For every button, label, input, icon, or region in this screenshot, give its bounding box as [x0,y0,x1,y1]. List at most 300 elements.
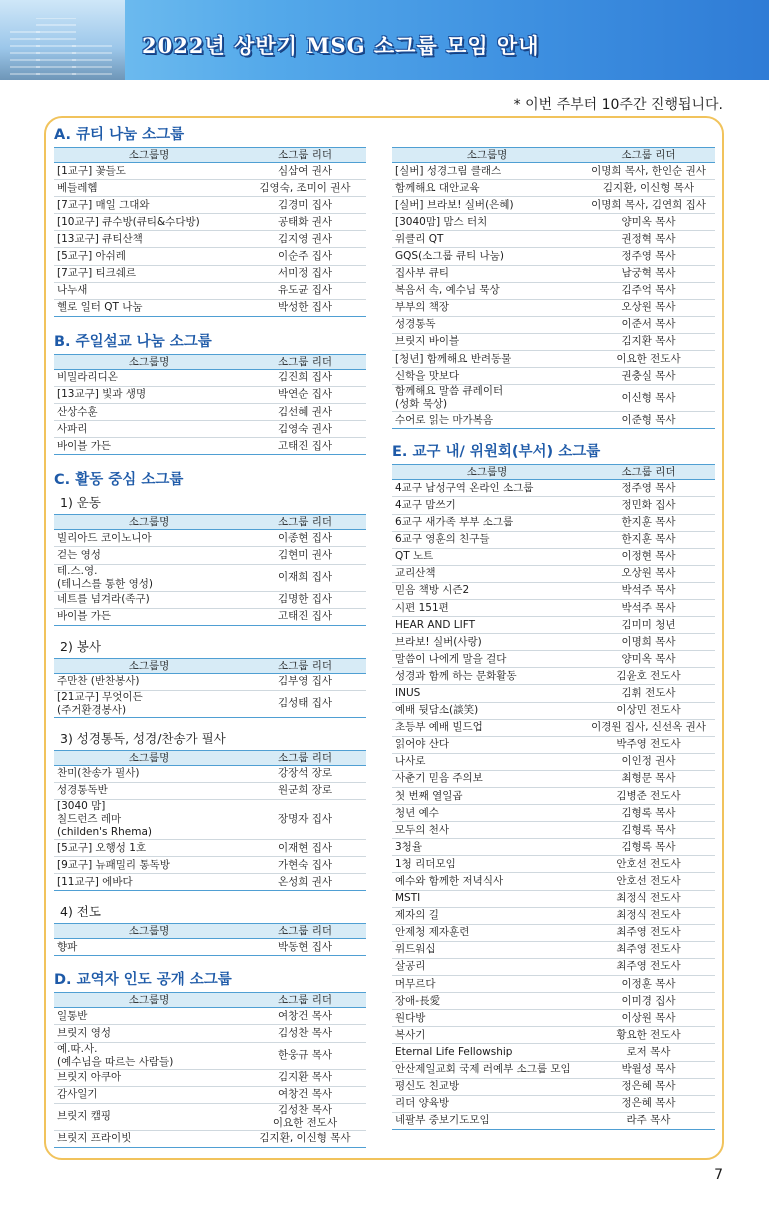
table-row [54,765,366,782]
group-leader: 이명희 목사, 김연희 집사 [582,197,715,214]
group-name: 리더 양육방 [392,1095,582,1112]
group-leader: 오상원 목사 [582,565,715,582]
table-header-row [54,658,366,673]
group-name [392,385,582,412]
group-name: 브릿지 아쿠아 [54,1069,244,1086]
table-row [392,385,715,412]
group-name [54,799,244,839]
table-row [54,163,366,180]
group-leader: 이인정 권사 [582,753,715,770]
table-row [392,1061,715,1078]
table-row [392,788,715,805]
group-leader: 이상민 전도사 [582,702,715,719]
group-name: 사춘기 믿음 주의보 [392,770,582,787]
column-header-name: 소그룹명 [54,993,244,1008]
table-row [392,497,715,514]
table-row [54,782,366,799]
table-row [392,736,715,753]
group-name: 원다방 [392,1010,582,1027]
group-name: 4교구 맘쓰기 [392,497,582,514]
church-building-photo [0,0,125,80]
group-name-line: (테니스를 통한 영성) [57,577,154,590]
group-table [392,147,715,429]
group-name: [7교구] 매일 그대와 [54,197,244,214]
table-c-bible-reading [54,750,366,891]
table-row [54,265,366,282]
group-name: 모두의 천사 [392,822,582,839]
table-row [54,282,366,299]
table-row [392,412,715,429]
group-leader: 김형록 목사 [582,839,715,856]
group-leader: 정은혜 목사 [582,1078,715,1095]
group-leader: 김부영 집사 [244,673,366,690]
group-leader: 박성한 집사 [244,299,366,316]
table-row [392,1010,715,1027]
table-b [54,354,366,455]
section-title-d: D. 교역자 인도 공개 소그룹 [54,972,232,989]
group-name: [13교구] 큐티산책 [54,231,244,248]
table-c-exercise [54,514,366,625]
left-column [54,123,366,1148]
table-row [392,316,715,333]
column-header-leader: 소그룹 리더 [244,148,366,163]
group-name: [7교구] 티크쉐르 [54,265,244,282]
table-a [54,147,366,317]
group-leader: 김현미 권사 [244,547,366,564]
table-row [392,265,715,282]
section-title-a: A. 큐티 나눔 소그룹 [54,127,185,143]
group-name: 머무르다 [392,976,582,993]
group-name: 베들레헴 [54,180,244,197]
group-leader: 강장석 장로 [244,765,366,782]
group-name: 산상수훈 [54,404,244,421]
group-leader: 고태진 집사 [244,608,366,625]
group-name [54,1042,244,1069]
group-name: [실버] 브라보! 실버(은혜) [392,197,582,214]
group-name: Eternal Life Fellowship [392,1044,582,1061]
group-leader: 김선혜 권사 [244,404,366,421]
table-row [392,582,715,599]
table-row [392,1044,715,1061]
group-name: 사파리 [54,421,244,438]
table-row [392,617,715,634]
group-leader: 안호선 전도사 [582,873,715,890]
table-row [54,386,366,403]
right-column [392,123,715,1130]
group-name: 성경통독반 [54,782,244,799]
group-name: 말씀이 나에게 말을 걸다 [392,651,582,668]
group-leader: 김병준 전도사 [582,788,715,805]
table-header-row [54,515,366,530]
table-row [54,1008,366,1025]
table-row [54,1042,366,1069]
group-name: 시편 151편 [392,599,582,616]
group-leader: 박월성 목사 [582,1061,715,1078]
table-row [392,214,715,231]
group-name: 헬로 일터 QT 나눔 [54,299,244,316]
group-leader: 장명자 집사 [244,799,366,839]
group-name-line: 함께해요 말씀 큐레이터 [395,385,504,398]
group-name: 찬미(찬송가 필사) [54,765,244,782]
group-name: 브릿지 캠핑 [54,1103,244,1130]
group-table [54,147,366,317]
group-leader: 김휘 전도사 [582,685,715,702]
group-leader-line: 이요한 전도사 [272,1116,338,1129]
table-row [54,839,366,856]
group-name: 첫 번째 열일곱 [392,788,582,805]
group-leader: 양미옥 목사 [582,651,715,668]
table-row [392,1078,715,1095]
group-leader: 김경미 집사 [244,197,366,214]
group-leader: 고태진 집사 [244,438,366,455]
table-row [392,197,715,214]
group-name: 비밀라리디온 [54,369,244,386]
column-header-leader: 소그룹 리더 [244,354,366,369]
table-row [392,941,715,958]
group-name: 감사일기 [54,1086,244,1103]
table-row [392,805,715,822]
group-leader: 한지훈 목사 [582,531,715,548]
table-row [392,770,715,787]
table-header-row [54,924,366,939]
table-row [392,1095,715,1112]
building-shape [36,18,76,80]
group-name [54,564,244,591]
group-leader: 김미미 청년 [582,617,715,634]
table-row [392,368,715,385]
group-name: [9교구] 뉴패밀리 통독방 [54,857,244,874]
group-name: GQS(소그룹 큐티 나눔) [392,248,582,265]
column-header-leader: 소그룹 리더 [244,924,366,939]
group-leader: 정주영 목사 [582,480,715,497]
group-name: 향파 [54,939,244,956]
group-name: 브라보! 실버(사랑) [392,634,582,651]
building-shape [72,40,112,80]
group-name: 6교구 영훈의 친구들 [392,531,582,548]
group-leader [244,1103,366,1130]
table-row [54,421,366,438]
group-name: 교리산책 [392,565,582,582]
group-name: 4교구 남성구역 온라인 소그룹 [392,480,582,497]
table-row [54,1086,366,1103]
column-header-leader: 소그룹 리더 [244,515,366,530]
group-leader: 김주억 목사 [582,282,715,299]
group-name: [5교구] 아쉬레 [54,248,244,265]
group-name: [3040맘] 맘스 터치 [392,214,582,231]
group-leader: 로저 목사 [582,1044,715,1061]
group-leader: 권충실 목사 [582,368,715,385]
group-leader: 이정훈 목사 [582,976,715,993]
group-name: 브릿지 프라이빗 [54,1130,244,1147]
group-name: QT 노트 [392,548,582,565]
group-name: 장애-長愛 [392,993,582,1010]
group-leader: 박연순 집사 [244,386,366,403]
group-leader: 박동현 집사 [244,939,366,956]
group-name-line: (예수님을 따르는 사람들) [57,1055,174,1068]
group-leader: 라주 목사 [582,1112,715,1129]
group-leader: 오상원 목사 [582,299,715,316]
table-row [392,668,715,685]
table-row [54,197,366,214]
group-leader: 김명한 집사 [244,591,366,608]
group-leader: 김형록 목사 [582,805,715,822]
group-name: 예배 뒷담소(談笑) [392,702,582,719]
table-header-row [54,993,366,1008]
column-header-leader: 소그룹 리더 [582,465,715,480]
group-leader: 김윤호 전도사 [582,668,715,685]
table-row [54,690,366,717]
group-leader: 이명희 목사 [582,634,715,651]
group-name: 바이블 가든 [54,438,244,455]
group-leader: 김지영 권사 [244,231,366,248]
table-row [54,404,366,421]
group-table [392,464,715,1130]
group-leader: 최주영 전도사 [582,941,715,958]
table-d-continued [392,147,715,429]
group-leader: 최형문 목사 [582,770,715,787]
table-row [392,856,715,873]
table-row [392,299,715,316]
group-name: 나누새 [54,282,244,299]
column-header-name: 소그룹명 [54,515,244,530]
table-row [54,673,366,690]
table-row [392,993,715,1010]
section-title-e: E. 교구 내/ 위원회(부서) 소그룹 [392,444,601,461]
table-row [54,214,366,231]
table-row [392,514,715,531]
column-header-name: 소그룹명 [392,465,582,480]
group-leader: 최정식 전도사 [582,890,715,907]
group-leader: 정주영 목사 [582,248,715,265]
group-leader: 이재현 집사 [244,839,366,856]
table-row [54,1130,366,1147]
table-row [392,163,715,180]
group-leader: 여창건 목사 [244,1008,366,1025]
table-row [392,248,715,265]
group-name: 빌리아드 코이노니아 [54,530,244,547]
subsection-title-bible-reading: 3) 성경통독, 성경/찬송가 필사 [60,730,226,746]
group-leader: 김진희 집사 [244,369,366,386]
group-leader: 최주영 전도사 [582,958,715,975]
table-header-row [392,465,715,480]
column-header-leader: 소그룹 리더 [244,993,366,1008]
group-leader: 박석주 목사 [582,599,715,616]
group-name: MSTI [392,890,582,907]
table-row [54,799,366,839]
subsection-title-exercise: 1) 운동 [60,495,101,511]
group-name: [5교구] 오행성 1호 [54,839,244,856]
group-name: 위드워십 [392,941,582,958]
group-leader: 가현숙 집사 [244,857,366,874]
group-name-line: 테.스.영. [57,564,98,577]
group-leader: 이준서 목사 [582,316,715,333]
group-table [54,750,366,891]
table-row [54,248,366,265]
group-name: 3청율 [392,839,582,856]
group-leader: 원군희 장로 [244,782,366,799]
group-leader: 김성태 집사 [244,690,366,717]
group-name: 믿음 책방 시즌2 [392,582,582,599]
table-row [54,299,366,316]
section-title-b: B. 주일설교 나눔 소그룹 [54,333,212,350]
group-leader: 김영숙, 조미이 권사 [244,180,366,197]
table-row [54,231,366,248]
group-name: HEAR AND LIFT [392,617,582,634]
table-row [392,1027,715,1044]
group-leader: 황요한 전도사 [582,1027,715,1044]
group-leader: 안호선 전도사 [582,856,715,873]
table-row [392,531,715,548]
column-header-leader: 소그룹 리더 [244,658,366,673]
group-leader: 남궁혁 목사 [582,265,715,282]
group-leader: 김지환 목사 [582,333,715,350]
group-name-line: (성화 묵상) [395,398,448,411]
table-row [392,599,715,616]
group-table [54,658,366,718]
group-leader: 김성찬 목사 [244,1025,366,1042]
group-leader: 이미경 집사 [582,993,715,1010]
group-name-line: (childen's Rhema) [57,825,153,838]
group-name: 신학을 맛보다 [392,368,582,385]
column-header-name: 소그룹명 [54,354,244,369]
group-leader: 이명희 목사, 한인순 권사 [582,163,715,180]
group-leader: 김영숙 권사 [244,421,366,438]
table-row [392,351,715,368]
group-name: 주만찬 (반찬봉사) [54,673,244,690]
group-leader: 이상원 목사 [582,1010,715,1027]
group-name: 1청 리더모임 [392,856,582,873]
group-leader: 이준형 목사 [582,412,715,429]
group-name: 안제청 제자훈련 [392,924,582,941]
group-leader: 김지환 목사 [244,1069,366,1086]
group-leader: 이요한 전도사 [582,351,715,368]
group-name: 브릿지 바이블 [392,333,582,350]
table-row [54,608,366,625]
table-d [54,992,366,1147]
subsection-title-evangelism: 4) 전도 [60,904,101,920]
table-row [392,333,715,350]
subsection-title-service: 2) 봉사 [60,638,101,654]
column-header-name: 소그룹명 [54,924,244,939]
group-name-line: [21교구] 무엇이든 [57,690,143,703]
table-row [54,564,366,591]
group-leader: 이순주 집사 [244,248,366,265]
group-leader: 김지환, 이신형 목사 [582,180,715,197]
table-row [54,939,366,956]
group-name: 초등부 예배 빌드업 [392,719,582,736]
group-name: 청년 예수 [392,805,582,822]
group-name: 네팔부 중보기도모임 [392,1112,582,1129]
table-row [392,976,715,993]
group-name: [10교구] 큐수방(큐티&수다방) [54,214,244,231]
group-name: 살공리 [392,958,582,975]
table-row [54,180,366,197]
page-header [0,0,769,80]
group-leader: 여창건 목사 [244,1086,366,1103]
table-row [392,651,715,668]
group-leader: 이정현 목사 [582,548,715,565]
table-c-evangelism [54,923,366,956]
group-name: [13교구] 빛과 생명 [54,386,244,403]
group-leader: 최정식 전도사 [582,907,715,924]
group-leader: 온성희 권사 [244,874,366,891]
group-name: 바이블 가든 [54,608,244,625]
group-leader: 박주영 전도사 [582,736,715,753]
group-name [54,690,244,717]
group-leader: 한지훈 목사 [582,514,715,531]
group-name: 집사부 큐티 [392,265,582,282]
table-row [392,702,715,719]
page-number: 7 [714,1167,723,1183]
table-row [392,907,715,924]
table-row [54,1025,366,1042]
group-leader: 양미옥 목사 [582,214,715,231]
group-leader: 권정혁 목사 [582,231,715,248]
table-row [54,591,366,608]
group-name: 성경과 함께 하는 문화활동 [392,668,582,685]
table-row [54,438,366,455]
group-leader: 이신형 목사 [582,385,715,412]
group-table [54,514,366,625]
group-leader-line: 김성찬 목사 [277,1103,333,1116]
column-header-name: 소그룹명 [54,658,244,673]
table-row [54,874,366,891]
table-row [392,231,715,248]
group-name: 평신도 친교방 [392,1078,582,1095]
table-row [54,857,366,874]
group-leader: 정은혜 목사 [582,1095,715,1112]
group-name: 함께해요 대안교육 [392,180,582,197]
table-row [54,369,366,386]
table-row [392,1112,715,1129]
group-name-line: (주거환경봉사) [57,703,127,716]
table-row [392,548,715,565]
group-name: [1교구] 꽃들도 [54,163,244,180]
table-row [392,839,715,856]
column-header-name: 소그룹명 [392,148,582,163]
group-leader: 정민화 집사 [582,497,715,514]
group-name-line: [3040 맘] [57,799,106,812]
group-name: 수어로 읽는 마가복음 [392,412,582,429]
table-row [392,924,715,941]
group-name: 일통반 [54,1008,244,1025]
group-table [54,354,366,455]
table-row [392,282,715,299]
table-row [392,753,715,770]
table-c-service [54,658,366,718]
table-row [392,958,715,975]
table-row [392,822,715,839]
group-name: 걷는 영성 [54,547,244,564]
group-leader: 김형록 목사 [582,822,715,839]
notice-text: * 이번 주부터 10주간 진행됩니다. [513,97,723,113]
group-name: 예수와 함께한 저녁식사 [392,873,582,890]
group-leader: 심삼여 권사 [244,163,366,180]
table-row [54,1069,366,1086]
table-e [392,464,715,1130]
group-name: INUS [392,685,582,702]
table-header-row [54,354,366,369]
group-name: 복사기 [392,1027,582,1044]
table-row [392,565,715,582]
group-name: 나사로 [392,753,582,770]
group-name: 네트를 넘겨라(족구) [54,591,244,608]
column-header-leader: 소그룹 리더 [244,750,366,765]
table-row [392,180,715,197]
table-row [392,719,715,736]
table-header-row [54,148,366,163]
column-header-name: 소그룹명 [54,750,244,765]
